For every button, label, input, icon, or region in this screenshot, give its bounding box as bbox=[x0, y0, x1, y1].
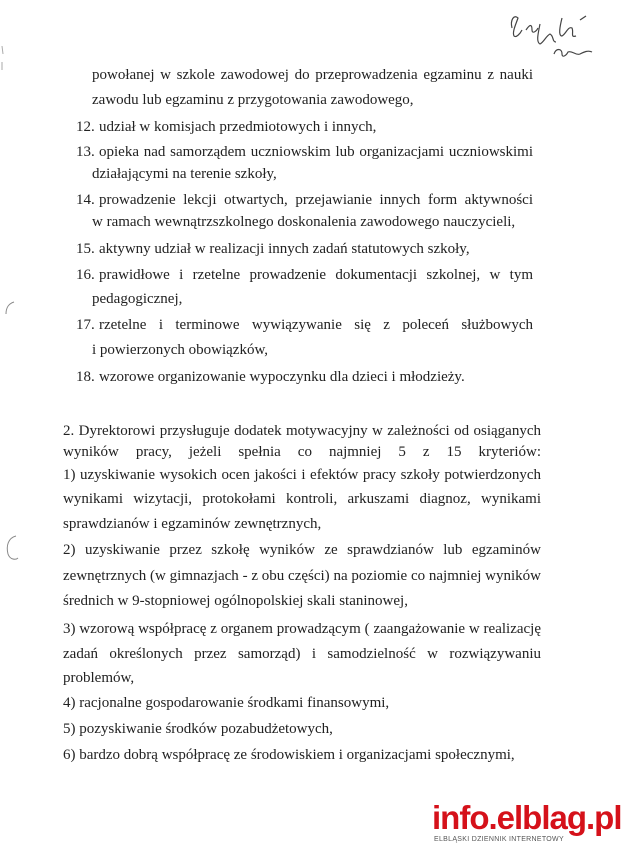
site-watermark-logo bbox=[432, 799, 622, 846]
list-item-number: 12. bbox=[76, 119, 95, 135]
paragraph-line: 5) pozyskiwanie środków pozabudżetowych, bbox=[63, 721, 333, 737]
list-item-text: rzetelne i terminowe wywiązywanie się z poleceń służbowych bbox=[99, 317, 533, 333]
paragraph-line: 4) racjonalne gospodarowanie środkami finansowymi, bbox=[63, 695, 390, 711]
paragraph-line: zewnętrznych (w gimnazjach - z obu części) na poziomie co najmniej wyników bbox=[63, 568, 541, 584]
list-item-number: 17. bbox=[76, 317, 95, 333]
list-item-text: i powierzonych obowiązków, bbox=[92, 342, 269, 358]
paragraph-line: wynikami wizytacji, protokołami kontroli, arkuszami diagnoz, wynikami bbox=[63, 491, 541, 507]
paragraph-line: 6) bardzo dobrą współpracę ze środowiskiem i organizacjami społecznymi, bbox=[63, 747, 515, 763]
list-item-text: prawidłowe i rzetelne prowadzenie dokumentacji szkolnej, w tym bbox=[99, 267, 533, 283]
list-item-text: prowadzenie lekcji otwartych, przejawianie innych form aktywności bbox=[99, 192, 533, 208]
list-item-text: zawodu lub egzaminu z przygotowania zawodowego, bbox=[92, 92, 414, 108]
list-item-number: 18. bbox=[76, 369, 95, 385]
list-item-text: aktywny udział w realizacji innych zadań statutowych szkoły, bbox=[99, 241, 470, 257]
list-item-text: działającymi na terenie szkoły, bbox=[92, 166, 277, 182]
scan-margin-mark bbox=[4, 534, 20, 562]
section-2-heading: 2. Dyrektorowi przysługuje dodatek motywacyjny w zależności od osiąganych bbox=[63, 423, 541, 439]
list-item-number: 15. bbox=[76, 241, 95, 257]
scan-margin-mark bbox=[0, 44, 8, 74]
paragraph-line: 3) wzorową współpracę z organem prowadzącym ( zaangażowanie w realizację bbox=[63, 621, 541, 637]
watermark-brand: info.elblag.pl bbox=[432, 799, 622, 836]
list-item-text: udział w komisjach przedmiotowych i innych, bbox=[99, 119, 377, 135]
list-item-number: 16. bbox=[76, 267, 95, 283]
list-item-text: pedagogicznej, bbox=[92, 291, 183, 307]
paragraph-line: zadań określonych przez samorząd) i samodzielność w rozwiązywaniu bbox=[63, 646, 541, 662]
paragraph-line: 1) uzyskiwanie wysokich ocen jakości i efektów pracy szkoły potwierdzonych bbox=[63, 467, 541, 483]
list-item-text: w ramach wewnątrzszkolnego doskonalenia zawodowego nauczycieli, bbox=[92, 214, 516, 230]
handwritten-signature bbox=[506, 6, 598, 66]
paragraph-line: sprawdzianów i egzaminów zewnętrznych, bbox=[63, 516, 322, 532]
list-item-number: 13. bbox=[76, 144, 95, 160]
paragraph-line: 2) uzyskiwanie przez szkołę wyników ze sprawdzianów lub egzaminów bbox=[63, 542, 541, 558]
list-item-text: wzorowe organizowanie wypoczynku dla dzieci i młodzieży. bbox=[99, 369, 465, 385]
paragraph-line: problemów, bbox=[63, 670, 135, 686]
list-item-number: 14. bbox=[76, 192, 95, 208]
list-item-text: powołanej w szkole zawodowej do przeprowadzenia egzaminu z nauki bbox=[92, 67, 533, 83]
watermark-tagline: ELBLĄSKI DZIENNIK INTERNETOWY bbox=[434, 836, 564, 843]
list-item-text: opieka nad samorządem uczniowskim lub organizacjami uczniowskimi bbox=[99, 144, 533, 160]
paragraph-line: średnich w 9-stopniowej ogólnopolskiej skali staninowej, bbox=[63, 593, 408, 609]
scan-margin-mark bbox=[2, 300, 16, 316]
paragraph-line: wyników pracy, jeżeli spełnia co najmniej 5 z 15 kryteriów: bbox=[63, 444, 541, 460]
